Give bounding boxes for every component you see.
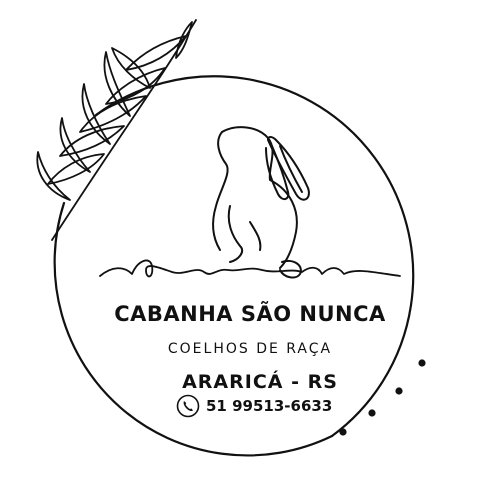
brand-name: CABANHA SÃO NUNCA: [114, 302, 386, 326]
phone-icon: [176, 394, 200, 418]
ground-line: [100, 260, 400, 276]
rabbit-line-art-icon: [213, 127, 309, 277]
phone-number[interactable]: 51 99513-6633: [206, 397, 333, 415]
brand-location: ARARICÁ - RS: [182, 371, 338, 393]
brand-tagline: COELHOS DE RAÇA: [167, 341, 333, 357]
leaf-branch-icon: [37, 20, 196, 240]
phone-row[interactable]: [176, 394, 332, 418]
